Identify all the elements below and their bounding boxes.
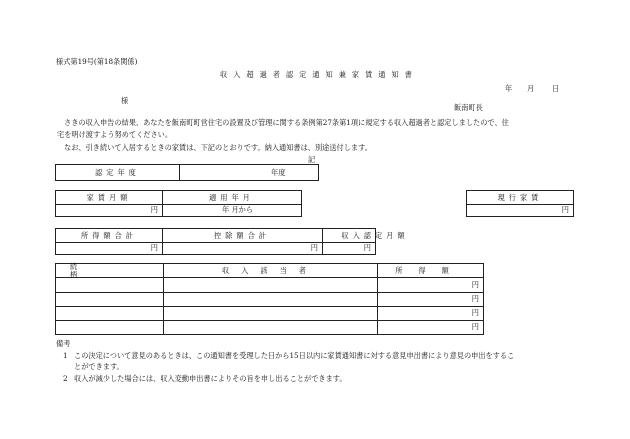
deduction-total-label: 控除額合計: [214, 230, 270, 240]
family-table: [55, 263, 484, 335]
rent-label: 家賃月額: [86, 192, 132, 202]
body-line-2: 宅を明け渡すよう努めてください。: [57, 130, 173, 139]
current-rent-table: [466, 190, 574, 217]
nintei-table: [55, 164, 319, 181]
notes-heading: 備考: [56, 339, 71, 348]
note-1-number: 1: [63, 351, 68, 360]
note-1-line-2: とができます。: [74, 362, 124, 371]
income-total-label: 所得額合計: [81, 230, 137, 240]
body-line-1: さきの収入申告の結果、あなたを飯南町町営住宅の設置及び管理に関する条例第27条第1項に規定する収入超過者と認定しましたので、住: [64, 118, 509, 127]
body-line-3: なお、引き続いて入居するときの家賃は、下記のとおりです。納入通知書は、別途送付します。: [64, 143, 372, 152]
form-title: 収入超過者認定通知兼家賃通知書: [220, 70, 418, 79]
addressee-suffix: 様: [121, 96, 129, 105]
relation-label: [56, 264, 163, 277]
apply-value: 年 月から: [222, 205, 254, 215]
ki-marker: 記: [308, 155, 316, 164]
income-table: [55, 228, 409, 255]
income-amount-unit-1: 円: [471, 280, 479, 290]
issuer: 飯南町長: [454, 103, 483, 112]
income-amount-unit-4: 円: [471, 322, 479, 332]
note-1-line-1: この決定について意見のあるときは、この通知書を受理した日から15日以内に家賃通知書に対する意見申出書により意見の申出をするこ: [74, 351, 515, 360]
income-amount-label: 所得額: [395, 265, 465, 275]
income-amount-unit-3: 円: [471, 308, 479, 318]
current-rent-label: 現行家賃: [497, 192, 543, 202]
date-day: 日: [552, 84, 560, 93]
date-month: 月: [527, 84, 535, 93]
current-rent-unit: 円: [561, 205, 569, 215]
deduction-total-unit: 円: [310, 243, 318, 253]
rent-unit: 円: [150, 205, 158, 215]
income-total-unit: 円: [150, 243, 158, 253]
note-2-number: 2: [63, 374, 68, 383]
apply-label: 適用年月: [209, 192, 254, 202]
monthly-income-label: 収入認定月額: [341, 230, 409, 240]
earner-label: 収入該当者: [222, 265, 318, 275]
income-amount-unit-2: 円: [471, 294, 479, 304]
rent-table: [55, 190, 302, 217]
form-number: 様式第19号(第18条関係): [56, 57, 138, 66]
monthly-income-unit: 円: [363, 243, 371, 253]
nintei-year: 年度: [271, 167, 286, 177]
note-2-text: 収入が減少した場合には、収入変動申出書によりその旨を申し出ることができます。: [74, 374, 347, 383]
nintei-label: 認定年度: [95, 167, 140, 177]
relation-label-text: 続柄: [70, 262, 120, 279]
date-year: 年: [505, 84, 513, 93]
